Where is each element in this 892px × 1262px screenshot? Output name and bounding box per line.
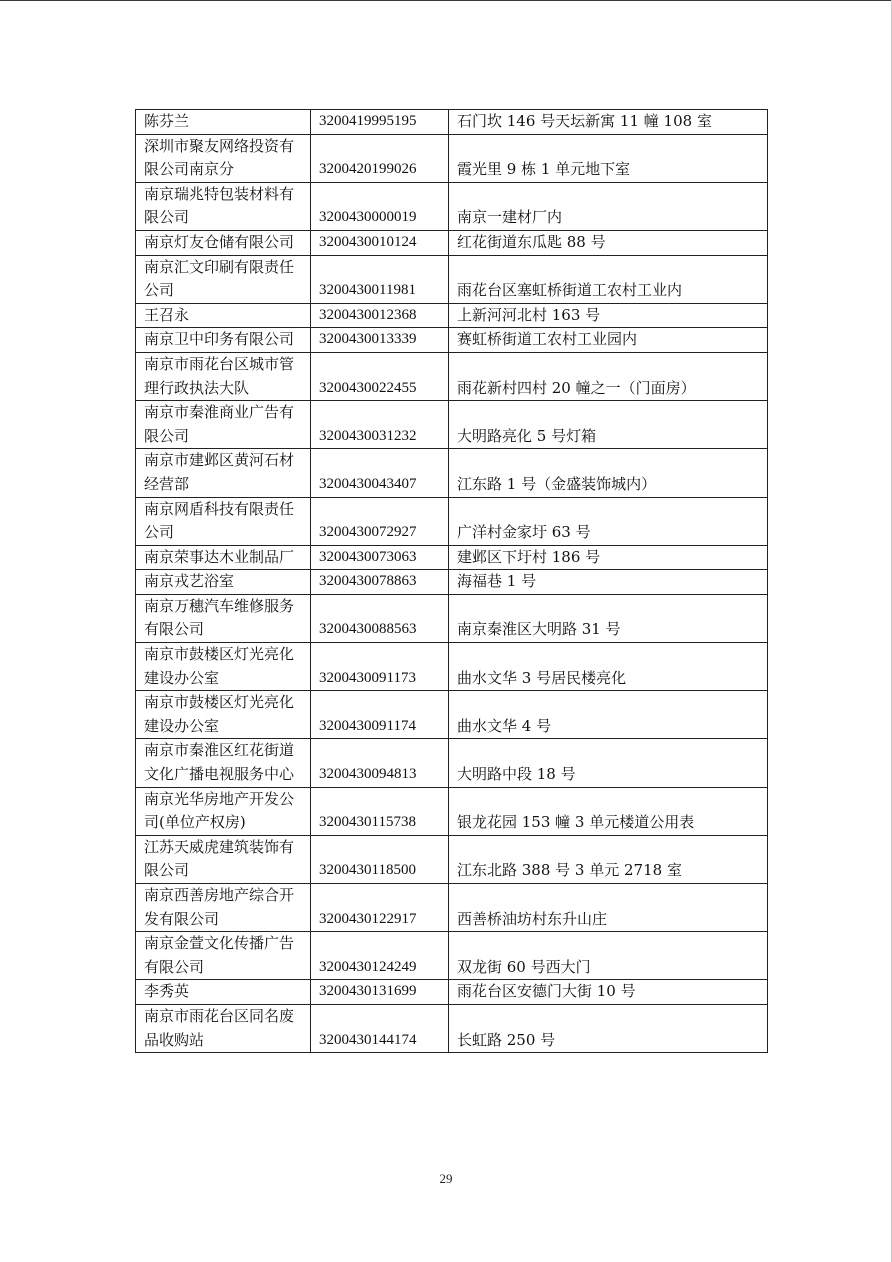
cell-address: 大明路亮化 5 号灯箱 (449, 401, 768, 449)
table-row (136, 449, 768, 497)
cell-address: 西善桥油坊村东升山庄 (449, 884, 768, 932)
table-row (136, 255, 768, 303)
cell-account-id: 3200430073063 (311, 545, 449, 570)
table-row (136, 352, 768, 400)
cell-account-id: 3200430072927 (311, 497, 449, 545)
cell-address: 曲水文华 3 号居民楼亮化 (449, 643, 768, 691)
cell-address: 霞光里 9 栋 1 单元地下室 (449, 134, 768, 182)
cell-name: 南京金萱文化传播广告有限公司 (136, 932, 311, 980)
page-top-rule (0, 0, 892, 1)
cell-name: 南京市雨花台区城市管理行政执法大队 (136, 352, 311, 400)
table-row (136, 932, 768, 980)
cell-address: 建邺区下圩村 186 号 (449, 545, 768, 570)
cell-account-id: 3200430011981 (311, 255, 449, 303)
table-row (136, 401, 768, 449)
cell-address: 雨花台区安德门大街 10 号 (449, 980, 768, 1005)
table-row (136, 884, 768, 932)
table-row (136, 1004, 768, 1052)
cell-account-id: 3200430094813 (311, 739, 449, 787)
cell-name: 南京灯友仓储有限公司 (136, 230, 311, 255)
cell-account-id: 3200430144174 (311, 1004, 449, 1052)
cell-name: 南京万穗汽车维修服务有限公司 (136, 594, 311, 642)
table-row (136, 787, 768, 835)
cell-address: 南京一建材厂内 (449, 182, 768, 230)
cell-name: 南京市鼓楼区灯光亮化建设办公室 (136, 643, 311, 691)
cell-account-id: 3200430012368 (311, 303, 449, 328)
cell-name: 南京市建邺区黄河石材经营部 (136, 449, 311, 497)
cell-address: 石门坎 146 号天坛新寓 11 幢 108 室 (449, 110, 768, 135)
cell-name: 深圳市聚友网络投资有限公司南京分 (136, 134, 311, 182)
cell-account-id: 3200430124249 (311, 932, 449, 980)
cell-account-id: 3200430000019 (311, 182, 449, 230)
cell-address: 南京秦淮区大明路 31 号 (449, 594, 768, 642)
cell-address: 上新河河北村 163 号 (449, 303, 768, 328)
cell-address: 雨花台区塞虹桥街道工农村工业内 (449, 255, 768, 303)
table-row (136, 134, 768, 182)
cell-account-id: 3200430091174 (311, 691, 449, 739)
table-row (136, 230, 768, 255)
table-row (136, 303, 768, 328)
page-number: 29 (439, 1171, 453, 1186)
cell-account-id: 3200419995195 (311, 110, 449, 135)
cell-address: 海福巷 1 号 (449, 570, 768, 595)
cell-account-id: 3200430031232 (311, 401, 449, 449)
table-row (136, 691, 768, 739)
cell-address: 江东北路 388 号 3 单元 2718 室 (449, 835, 768, 883)
cell-address: 曲水文华 4 号 (449, 691, 768, 739)
cell-account-id: 3200430122917 (311, 884, 449, 932)
table-row (136, 570, 768, 595)
cell-name: 南京市鼓楼区灯光亮化建设办公室 (136, 691, 311, 739)
cell-address: 广洋村金家圩 63 号 (449, 497, 768, 545)
table-row (136, 545, 768, 570)
cell-account-id: 3200420199026 (311, 134, 449, 182)
cell-address: 长虹路 250 号 (449, 1004, 768, 1052)
cell-name: 南京瑞兆特包装材料有限公司 (136, 182, 311, 230)
cell-address: 大明路中段 18 号 (449, 739, 768, 787)
cell-account-id: 3200430022455 (311, 352, 449, 400)
table-row (136, 110, 768, 135)
cell-account-id: 3200430115738 (311, 787, 449, 835)
cell-account-id: 3200430043407 (311, 449, 449, 497)
cell-name: 南京市秦淮区红花街道文化广播电视服务中心 (136, 739, 311, 787)
table-row (136, 182, 768, 230)
table-row (136, 739, 768, 787)
table-row (136, 594, 768, 642)
cell-name: 南京市雨花台区同名废品收购站 (136, 1004, 311, 1052)
cell-account-id: 3200430078863 (311, 570, 449, 595)
customer-table-body (136, 110, 768, 1053)
cell-address: 江东路 1 号（金盛装饰城内） (449, 449, 768, 497)
cell-name: 南京西善房地产综合开发有限公司 (136, 884, 311, 932)
table-row (136, 643, 768, 691)
cell-name: 南京戎艺浴室 (136, 570, 311, 595)
table-row (136, 497, 768, 545)
cell-address: 双龙街 60 号西大门 (449, 932, 768, 980)
cell-address: 赛虹桥街道工农村工业园内 (449, 328, 768, 353)
cell-account-id: 3200430131699 (311, 980, 449, 1005)
cell-account-id: 3200430091173 (311, 643, 449, 691)
cell-name: 陈芬兰 (136, 110, 311, 135)
cell-account-id: 3200430013339 (311, 328, 449, 353)
cell-address: 雨花新村四村 20 幢之一（门面房） (449, 352, 768, 400)
cell-name: 王召永 (136, 303, 311, 328)
cell-name: 南京荣事达木业制品厂 (136, 545, 311, 570)
cell-account-id: 3200430010124 (311, 230, 449, 255)
cell-address: 红花街道东瓜匙 88 号 (449, 230, 768, 255)
cell-account-id: 3200430118500 (311, 835, 449, 883)
cell-name: 江苏天威虎建筑装饰有限公司 (136, 835, 311, 883)
cell-name: 南京网盾科技有限责任公司 (136, 497, 311, 545)
cell-name: 南京光华房地产开发公司(单位产权房) (136, 787, 311, 835)
cell-name: 李秀英 (136, 980, 311, 1005)
customer-table (135, 109, 768, 1053)
table-row (136, 980, 768, 1005)
cell-name: 南京卫中印务有限公司 (136, 328, 311, 353)
table-row (136, 835, 768, 883)
cell-name: 南京市秦淮商业广告有限公司 (136, 401, 311, 449)
table-row (136, 328, 768, 353)
cell-account-id: 3200430088563 (311, 594, 449, 642)
cell-name: 南京汇文印刷有限责任公司 (136, 255, 311, 303)
cell-address: 银龙花园 153 幢 3 单元楼道公用表 (449, 787, 768, 835)
